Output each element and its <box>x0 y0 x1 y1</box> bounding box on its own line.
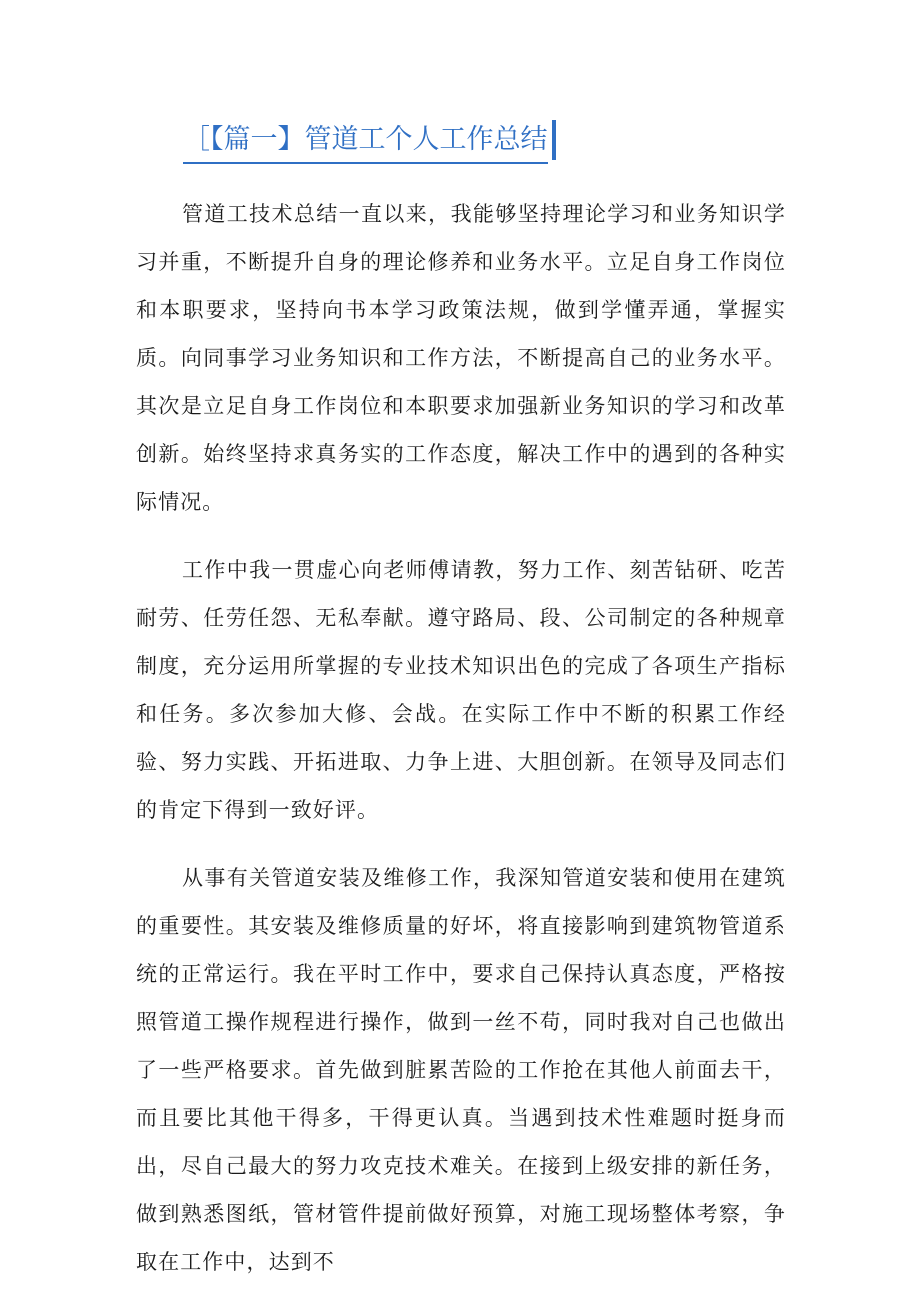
text-cursor-icon <box>552 120 556 160</box>
document-body <box>136 190 786 1306</box>
paragraph-1: 管道工技术总结一直以来，我能够坚持理论学习和业务知识学习并重，不断提升自身的理论修养和业务水平。立足自身工作岗位和本职要求，坚持向书本学习政策法规，做到学懂弄通，掌握实质。向同事学习业务知识和工作方法，不断提高自己的业务水平。其次是立足自身工作岗位和本职要求加强新业务知识的学习和改革创新。始终坚持求真务实的工作态度，解决工作中的遇到的各种实际情况。 <box>136 202 786 514</box>
paragraph-3: 从事有关管道安装及维修工作，我深知管道安装和使用在建筑的重要性。其安装及维修质量的好坏，将直接影响到建筑物管道系统的正常运行。我在平时工作中，要求自己保持认真态度，严格按照管道工操作规程进行操作，做到一丝不苟，同时我对自己也做出了一些严格要求。首先做到脏累苦险的工作抢在其他人前面去干，而且要比其他干得多，干得更认真。当遇到技术性难题时挺身而出，尽自己最大的努力攻克技术难关。在接到上级安排的新任务，做到熟悉图纸，管材管件提前做好预算，对施工现场整体考察，争取在工作中，达到不 <box>136 866 786 1274</box>
paragraph-2: 工作中我一贯虚心向老师傅请教，努力工作、刻苦钻研、吃苦耐劳、任劳任怨、无私奉献。遵守路局、段、公司制定的各种规章制度，充分运用所掌握的专业技术知识出色的完成了各项生产指标和任务。多次参加大修、会战。在实际工作中不断的积累工作经验、努力实践、开拓进取、力争上进、大胆创新。在领导及同志们的肯定下得到一致好评。 <box>136 558 786 822</box>
document-title: ［【篇一】管道工个人工作总结 <box>183 120 548 164</box>
title-block <box>183 118 556 164</box>
